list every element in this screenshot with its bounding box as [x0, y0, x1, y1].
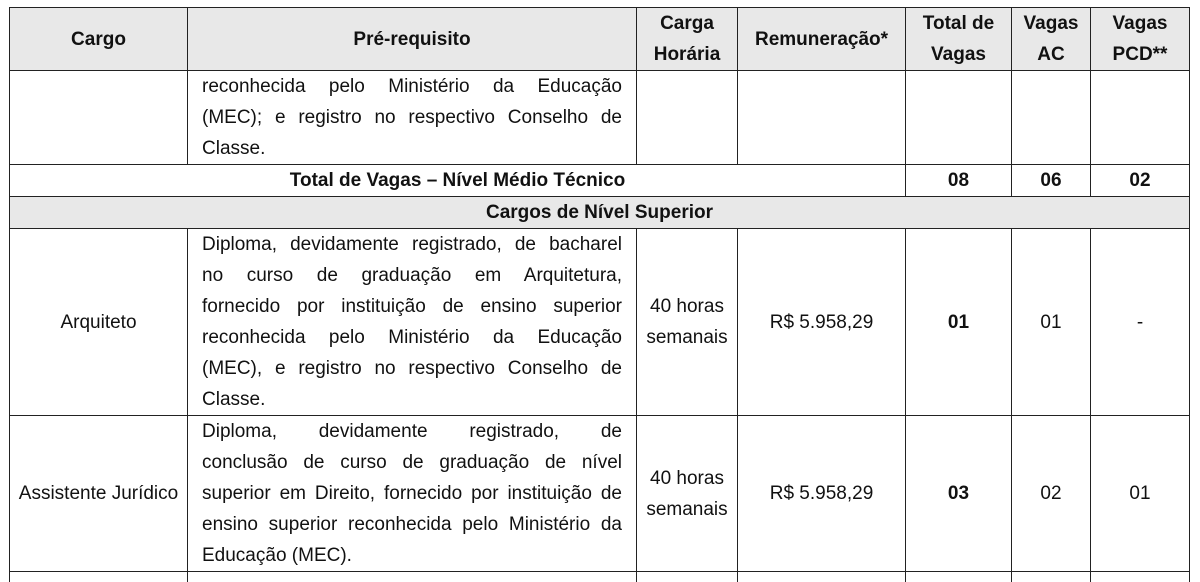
cell-remuneracao [738, 71, 906, 165]
total-label: Total de Vagas – Nível Médio Técnico [10, 165, 906, 197]
prereq-line: reconhecida pelo Ministério da Educação [202, 71, 622, 102]
cell-pcd [1091, 71, 1190, 165]
prereq-line: Classe. [202, 384, 622, 415]
cell-total: 03 [906, 416, 1012, 572]
total-total: 08 [906, 165, 1012, 197]
prereq-line: fornecido por instituição de ensino superior [202, 291, 622, 322]
prereq-line: no curso de graduação em Arquitetura, [202, 260, 622, 291]
cell-remuneracao: R$ 5.958,29 [738, 416, 906, 572]
cell-total: 01 [906, 229, 1012, 416]
prereq-line: (MEC), e registro no respectivo Conselho de [202, 353, 622, 384]
prereq-line: (MEC); e registro no respectivo Conselho de [202, 102, 622, 133]
prereq-line: conclusão de curso de graduação de nível [202, 447, 622, 478]
cell-carga: 40 horas semanais [637, 416, 738, 572]
section-row [10, 197, 1190, 229]
header-remuneracao: Remuneração* [738, 8, 906, 71]
header-row [10, 8, 1190, 71]
section-title: Cargos de Nível Superior [10, 197, 1190, 229]
cell-cargo: Assistente Jurídico [10, 416, 188, 572]
header-vagas-pcd: Vagas PCD** [1091, 8, 1190, 71]
vacancy-table [9, 7, 1190, 582]
cell-carga [637, 71, 738, 165]
header-vagas-ac: Vagas AC [1012, 8, 1091, 71]
cell-prereq [188, 416, 637, 572]
table-row [10, 416, 1190, 572]
cell-carga: 40 horas semanais [637, 229, 738, 416]
prereq-line: reconhecida pelo Ministério da Educação [202, 322, 622, 353]
total-pcd: 02 [1091, 165, 1190, 197]
cell-ac: 01 [1012, 229, 1091, 416]
cell-cargo: Arquiteto [10, 229, 188, 416]
prereq-line: superior em Direito, fornecido por instituição de [202, 478, 622, 509]
table-row-partial [10, 71, 1190, 165]
header-total: Total de Vagas [906, 8, 1012, 71]
prereq-line: Diploma, devidamente registrado, de bacharel [202, 229, 622, 260]
prereq-line: Classe. [202, 133, 622, 164]
cell-pcd: 01 [1091, 416, 1190, 572]
table-row [10, 229, 1190, 416]
cell-remuneracao: R$ 5.958,29 [738, 229, 906, 416]
prereq-line: Diploma, devidamente registrado, de [202, 416, 622, 447]
header-cargo: Cargo [10, 8, 188, 71]
prereq-line: ensino superior reconhecida pelo Ministério da [202, 509, 622, 540]
cell-prereq [188, 229, 637, 416]
cell-cargo [10, 71, 188, 165]
total-ac: 06 [1012, 165, 1091, 197]
cell-prereq [188, 71, 637, 165]
header-prereq: Pré-requisito [188, 8, 637, 71]
cell-pcd: - [1091, 229, 1190, 416]
cell-total [906, 71, 1012, 165]
cell-ac [1012, 71, 1091, 165]
total-row-medio [10, 165, 1190, 197]
cell-ac: 02 [1012, 416, 1091, 572]
prereq-line: Educação (MEC). [202, 540, 622, 571]
header-carga: Carga Horária [637, 8, 738, 71]
